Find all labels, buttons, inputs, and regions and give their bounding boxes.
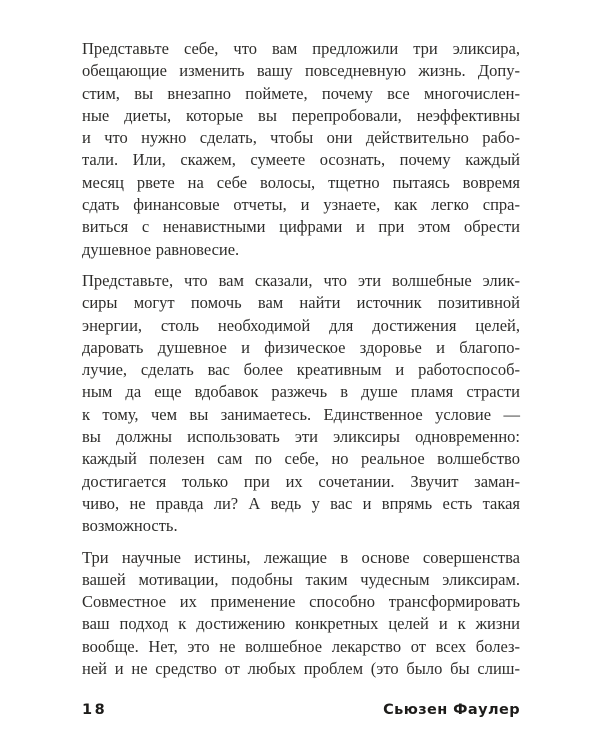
paragraph [82,547,520,681]
text-line: сдать финансовые отчеты, и узнаете, как легко спра- [82,195,520,215]
text-line: душевное равновесие. [82,239,240,259]
text-line: чиво, не правда ли? А ведь у вас и впрямь есть такая [82,493,520,513]
text-line: ней и не средство от любых проблем (это было бы слиш- [82,659,520,679]
text-line: ные диеты, которые вы перепробовали, неэффективны [82,105,520,125]
text-line: Совместное их применение способно трансформировать [82,592,520,612]
text-line: сиры могут помочь вам найти источник позитивной [82,293,520,313]
text-line: вы должны использовать эти эликсиры одновременно: [82,427,520,447]
page-footer [82,702,520,718]
text-line: месяц рвете на себе волосы, тщетно пытаясь вовремя [82,172,520,192]
text-line: виться с ненавистными цифрами и при этом обрести [82,217,520,237]
text-line: вашей мотивации, подобны таким чудесным эликсирам. [82,569,520,589]
text-line: стим, вы внезапно поймете, почему все многочислен- [82,83,520,103]
text-line: обещающие изменить вашу повседневную жизнь. Допу- [82,61,520,81]
page-number: 18 [82,702,108,718]
text-line: Представьте, что вам сказали, что эти волшебные элик- [82,270,520,290]
text-line: возможность. [82,516,178,536]
paragraph [82,270,520,538]
paragraph [82,38,520,261]
text-block [82,38,520,680]
text-line: и что нужно сделать, чтобы они действительно рабо- [82,128,520,148]
text-line: вообще. Нет, это не волшебное лекарство от всех болез- [82,636,520,656]
text-line: энергии, столь необходимой для достижения целей, [82,315,520,335]
text-line: достигается только при их сочетании. Звучит заман- [82,471,520,491]
text-line: даровать душевное и физическое здоровье и благопо- [82,337,520,357]
text-line: к тому, чем вы занимаетесь. Единственное условие — [82,404,520,424]
text-line: лучие, сделать вас более креативным и работоспособ- [82,360,520,380]
text-line: тали. Или, скажем, сумеете осознать, почему каждый [82,150,520,170]
text-line: Три научные истины, лежащие в основе совершенства [82,547,520,567]
text-line: каждый полезен сам по себе, но реальное волшебство [82,449,520,469]
running-header-author: Сьюзен Фаулер [383,702,520,718]
text-line: ным да еще вдобавок разжечь в душе пламя страсти [82,382,520,402]
text-line: Представьте себе, что вам предложили три эликсира, [82,39,520,58]
text-line: ваш подход к достижению конкретных целей и к жизни [82,614,520,634]
